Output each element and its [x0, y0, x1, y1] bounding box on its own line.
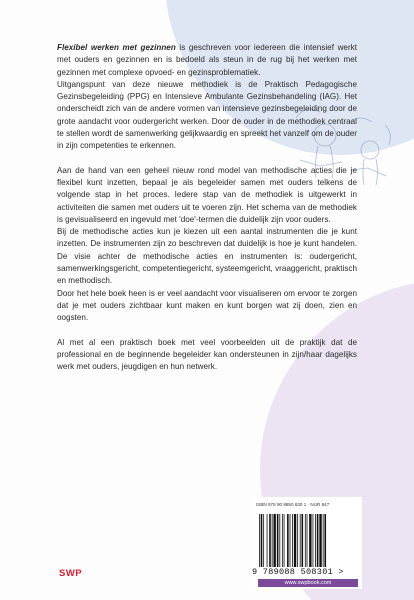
- barcode-bar: [324, 514, 326, 567]
- barcode-bar: [287, 514, 289, 567]
- paragraph-methodology: Uitgangspunt van deze nieuwe methodiek is de Praktisch Pedagogische Gezinsbegeleiding (PPG) en Intensieve Ambulante Gezinsbehandeling (IAG). Het onderscheidt zich van de andere vormen van intensieve gezinsbegeleiding door de grote aandacht voor oudergericht werken. Door de ouder in de methodiek centraal te stellen wordt de samenwerking gelijkwaardig en spreekt het vanzelf om de ouder in zijn competenties te erkennen.: [57, 79, 357, 151]
- barcode-bar: [309, 514, 311, 567]
- barcode-bar: [272, 514, 273, 567]
- barcode-bar: [267, 514, 268, 567]
- barcode-bar: [259, 514, 260, 567]
- barcode-bar: [292, 514, 293, 567]
- barcode-bar: [294, 514, 296, 567]
- publisher-logo: SWP: [59, 568, 83, 579]
- book-title-inline: Flexibel werken met gezinnen: [57, 43, 176, 52]
- barcode-panel: [252, 497, 362, 589]
- barcode-bar: [323, 514, 324, 567]
- barcode-bar: [297, 514, 298, 567]
- intro-rest: is geschreven voor iedereen die intensief werkt met ouders en gezinnen en is bedoeld als steun in de rug bij het werken met gezinnen met complexe opvoed- en gezinsproblematiek.: [57, 43, 358, 77]
- barcode-bar: [317, 514, 319, 567]
- barcode-bar: [284, 514, 285, 567]
- barcode-bar: [277, 514, 279, 567]
- blurb-text: [57, 42, 357, 373]
- barcode-bar: [273, 514, 275, 567]
- barcode-bar: [319, 514, 321, 567]
- paragraph-summary: Al met al een praktisch boek met veel voorbeelden uit de praktijk dat de professional en de beginnende begeleider kan ondersteunen in zijn/haar dagelijks werk met ouders, jeugdigen en hun netwerk.: [57, 337, 357, 372]
- barcode-bar: [305, 514, 306, 567]
- isbn-line: ISBN 978 90 8850 830 1 · NUR 847: [256, 502, 330, 507]
- barcode-bar: [279, 514, 280, 567]
- barcode-bar: [300, 514, 301, 567]
- barcode-bar: [261, 514, 263, 567]
- barcode-bar: [269, 514, 271, 567]
- paragraph-model: Aan de hand van een geheel nieuw rond model van methodische acties die je flexibel kunt inzetten, bepaal je als begeleider samen met ouders telkens de volgende stap in het proces. Iedere stap van de methodiek is uitgewerkt in activiteiten die samen met ouders uit te voeren zijn. Het schema van de methodiek is gevisualiseerd en ingevuld met 'doe'-termen die duidelijk zijn voor ouders.: [57, 165, 357, 224]
- barcode-bar: [282, 514, 283, 567]
- paragraph-instruments: Bij de methodische acties kun je kiezen uit een aantal instrumenten die je kunt inzetten. De instrumenten zijn zo beschreven dat duidelijk is hoe je kunt handelen. De visie achter de methodische acties en instrumenten is: oudergericht, samenwerkingsgericht, competentiegericht, systeemgericht, vraaggericht, praktisch en methodisch.: [57, 227, 357, 286]
- paragraph-visualisation: Door het hele boek heen is er veel aandacht voor visualiseren om ervoor te zorgen dat je met ouders zichtbaar kunt maken en kunt borgen wat zij doen, zien en oogsten.: [57, 288, 357, 323]
- barcode-bar: [263, 514, 264, 567]
- intro-paragraph: [57, 42, 357, 79]
- barcode-bar: [307, 514, 308, 567]
- barcode-bar: [302, 514, 304, 567]
- barcode-bar: [313, 514, 314, 567]
- barcode-digits: 9 789088 508301 >: [252, 567, 344, 577]
- barcode-bar: [315, 514, 316, 567]
- barcode-icon: [258, 514, 354, 567]
- barcode-bar: [290, 514, 291, 567]
- publisher-url[interactable]: www.swpbook.com: [258, 579, 358, 587]
